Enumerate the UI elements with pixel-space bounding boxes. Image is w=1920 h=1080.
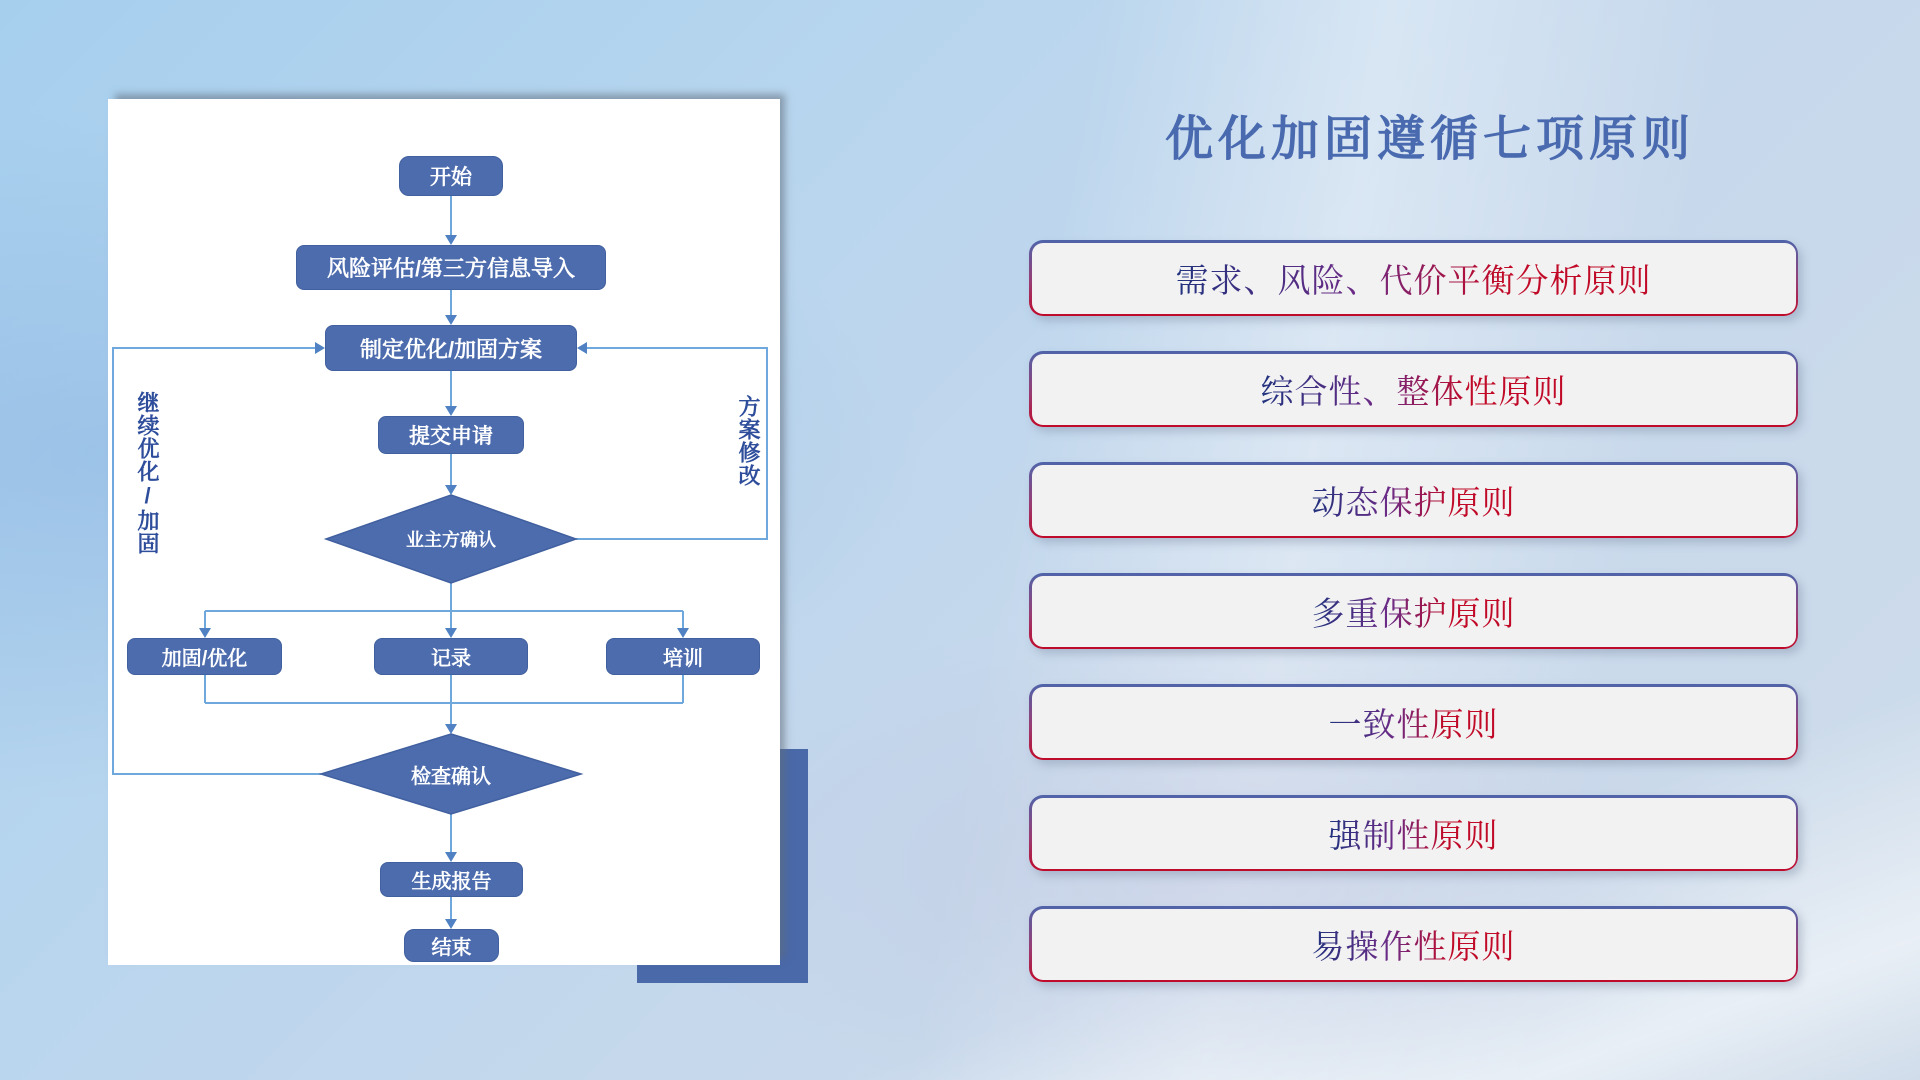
- principle-label-5: 一致性原则: [1329, 699, 1499, 746]
- principle-label-4: 多重保护原则: [1312, 588, 1516, 635]
- flow-decision-check-confirm-label: 检查确认: [411, 765, 491, 788]
- principles-list: [1029, 240, 1798, 1017]
- flow-node-training: 培训: [606, 638, 760, 675]
- principle-label-1: 需求、风险、代价平衡分析原则: [1176, 255, 1652, 302]
- flow-node-harden: 加固/优化: [127, 638, 282, 675]
- principle-label-7: 易操作性原则: [1312, 921, 1516, 968]
- flow-loop-label-plan-revise: 方案修改: [736, 395, 761, 487]
- principle-box-4: [1029, 573, 1798, 649]
- flow-node-make-plan: 制定优化/加固方案: [325, 325, 577, 371]
- principle-box-7: [1029, 906, 1798, 982]
- flowchart-card: [108, 99, 780, 965]
- flow-node-end: 结束: [404, 929, 499, 962]
- principle-box-6: [1029, 795, 1798, 871]
- principle-label-3: 动态保护原则: [1312, 477, 1516, 524]
- flow-node-start: 开始: [399, 156, 503, 196]
- flow-node-record: 记录: [374, 638, 528, 675]
- page-title: 优化加固遵循七项原则: [1164, 113, 1695, 166]
- principle-label-2: 综合性、整体性原则: [1261, 366, 1567, 413]
- principle-box-2: [1029, 351, 1798, 427]
- principle-box-5: [1029, 684, 1798, 760]
- flow-node-risk-import: 风险评估/第三方信息导入: [296, 245, 606, 290]
- flow-decision-owner-confirm-label: 业主方确认: [406, 530, 496, 550]
- principle-box-3: [1029, 462, 1798, 538]
- principle-label-6: 强制性原则: [1329, 810, 1499, 857]
- flow-node-report: 生成报告: [380, 862, 523, 897]
- principle-box-1: [1029, 240, 1798, 316]
- flow-loop-label-continue-optimize: 继续优化/加固: [135, 391, 160, 555]
- flow-node-submit: 提交申请: [378, 416, 524, 454]
